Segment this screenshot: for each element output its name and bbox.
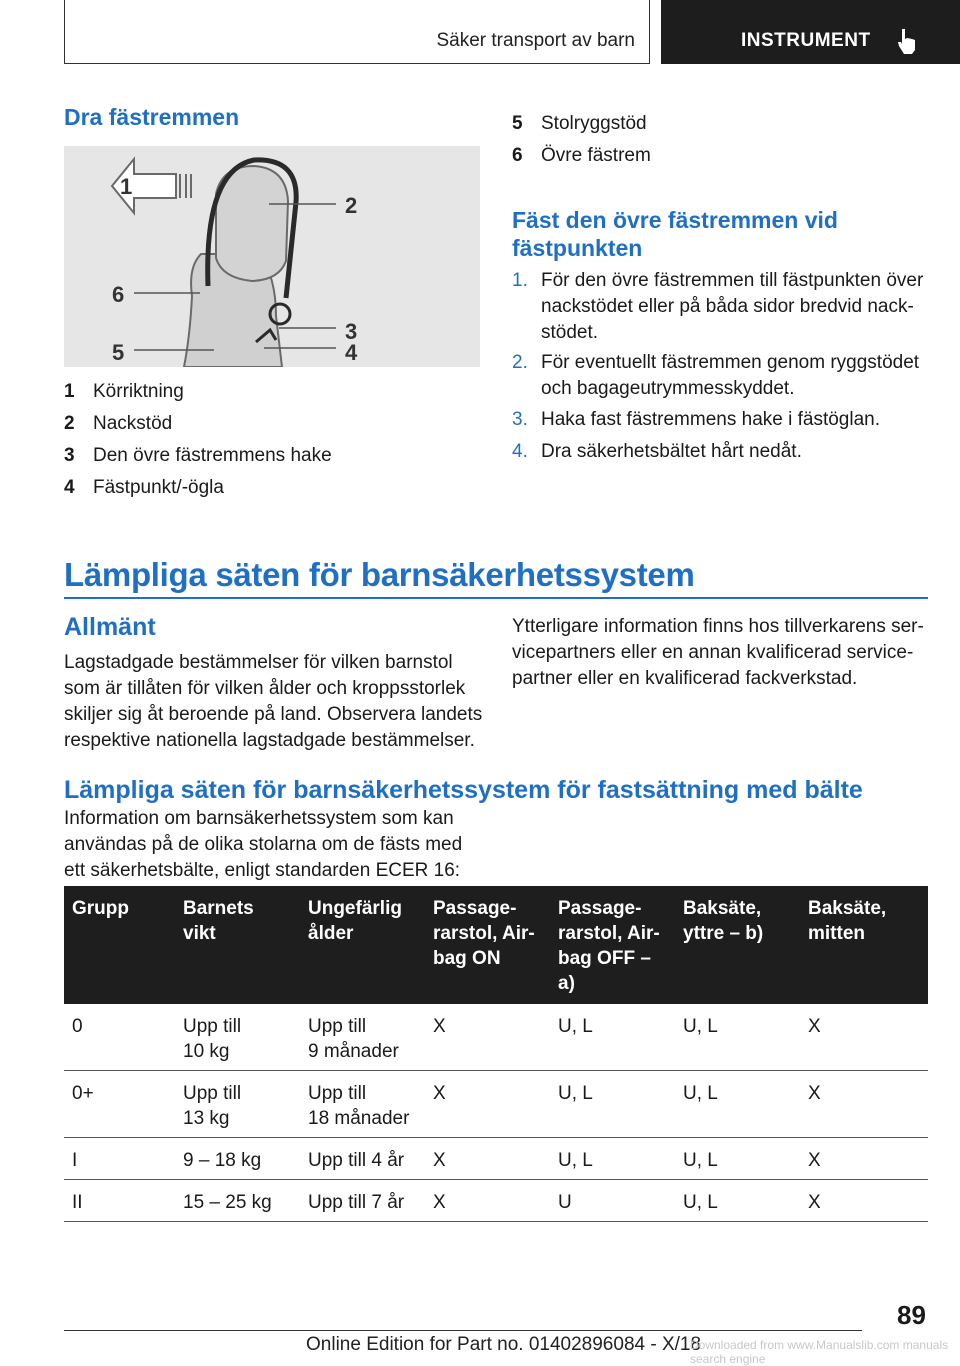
table-cell: X bbox=[800, 1071, 928, 1138]
attach-title: Fäst den övre fästremmen vid fästpunkten bbox=[512, 207, 838, 261]
footer-edition: Online Edition for Part no. 01402896084 - X/18 bbox=[306, 1334, 702, 1355]
table-cell: U, L bbox=[550, 1138, 675, 1180]
table-header-cell: Baksäte, mitten bbox=[800, 886, 928, 1004]
table-cell: Upp till 13 kg bbox=[175, 1071, 300, 1138]
table-row bbox=[64, 1180, 928, 1222]
table-header-cell: Passage‐ rarstol, Air‐ bag OFF – a) bbox=[550, 886, 675, 1004]
table-header-row bbox=[64, 886, 928, 1004]
table-cell: U bbox=[550, 1180, 675, 1222]
table-header-cell: Baksäte, yttre – b) bbox=[675, 886, 800, 1004]
headrest-illustration bbox=[64, 146, 480, 367]
table-cell: X bbox=[425, 1004, 550, 1071]
table-cell: Upp till 9 månader bbox=[300, 1004, 425, 1071]
figure-label-2: 2 bbox=[345, 193, 358, 218]
header-section-title: Säker transport av barn bbox=[436, 30, 635, 51]
table-cell: X bbox=[800, 1138, 928, 1180]
watermark: Downloaded from www.Manualslib.com manuals search engine bbox=[690, 1338, 949, 1366]
more-info-paragraph: Ytterligare information finns hos tillverkarens ser‐ vicepartners eller en annan kvalificerad service‐ partner eller en kvalificerad fackverkstad. bbox=[512, 616, 924, 689]
table-row bbox=[64, 1138, 928, 1180]
header-chapter-tab bbox=[661, 0, 960, 64]
general-title: Allmänt bbox=[64, 613, 156, 641]
figure-label-6: 6 bbox=[112, 282, 125, 307]
table-cell: U, L bbox=[675, 1138, 800, 1180]
footer-rule bbox=[64, 1330, 862, 1331]
table-cell: X bbox=[425, 1138, 550, 1180]
table-cell: U, L bbox=[675, 1071, 800, 1138]
table-header-cell: Barnets vikt bbox=[175, 886, 300, 1004]
table-cell: Upp till 7 år bbox=[300, 1180, 425, 1222]
header-chapter-title: INSTRUMENT bbox=[741, 30, 871, 51]
header-section-box bbox=[64, 0, 650, 64]
table-cell: U, L bbox=[550, 1004, 675, 1071]
table-cell: I bbox=[64, 1138, 175, 1180]
fasten-title: Dra fästremmen bbox=[64, 104, 240, 130]
table-cell: Upp till 18 månader bbox=[300, 1071, 425, 1138]
table-header-cell: Grupp bbox=[64, 886, 175, 1004]
table-cell: Upp till 10 kg bbox=[175, 1004, 300, 1071]
belt-intro: Information om barnsäkerhetssystem som kan användas på de olika stolarna om de fästs med ett säkerhetsbälte, enligt standarden ECER 16: bbox=[64, 808, 463, 881]
table-cell: X bbox=[800, 1004, 928, 1071]
table-cell: X bbox=[800, 1180, 928, 1222]
suitable-title: Lämpliga säten för barnsäkerhetssystem bbox=[64, 556, 695, 593]
hand-pointer-icon bbox=[893, 26, 923, 56]
section-rule bbox=[64, 597, 928, 599]
table-row bbox=[64, 1004, 928, 1071]
table-cell: 15 – 25 kg bbox=[175, 1180, 300, 1222]
table-cell: 0+ bbox=[64, 1071, 175, 1138]
child-seat-table bbox=[64, 886, 928, 1222]
table-cell: 0 bbox=[64, 1004, 175, 1071]
figure-label-1: 1 bbox=[120, 174, 133, 199]
table-row bbox=[64, 1071, 928, 1138]
table-cell: U, L bbox=[675, 1180, 800, 1222]
belt-title: Lämpliga säten för barnsäkerhetssystem för fastsättning med bälte bbox=[64, 776, 863, 804]
table-cell: U, L bbox=[550, 1071, 675, 1138]
table-cell: 9 – 18 kg bbox=[175, 1138, 300, 1180]
table-cell: Upp till 4 år bbox=[300, 1138, 425, 1180]
table-cell: II bbox=[64, 1180, 175, 1222]
figure-label-3: 3 bbox=[345, 319, 358, 344]
figure-label-4: 4 bbox=[345, 340, 358, 365]
table-cell: X bbox=[425, 1071, 550, 1138]
general-paragraph: Lagstadgade bestämmelser för vilken barnstol som är tillåten för vilken ålder och kroppsstorlek skiljer sig åt beroende på land. Observera landets respektive nationella lagstadgade bestämmelser. bbox=[64, 652, 483, 751]
table-cell: U, L bbox=[675, 1004, 800, 1071]
page-number: 89 bbox=[897, 1300, 926, 1330]
table-header-cell: Passage‐ rarstol, Air‐ bag ON bbox=[425, 886, 550, 1004]
figure-label-5: 5 bbox=[112, 340, 125, 365]
table-cell: X bbox=[425, 1180, 550, 1222]
table-header-cell: Ungefärlig ålder bbox=[300, 886, 425, 1004]
